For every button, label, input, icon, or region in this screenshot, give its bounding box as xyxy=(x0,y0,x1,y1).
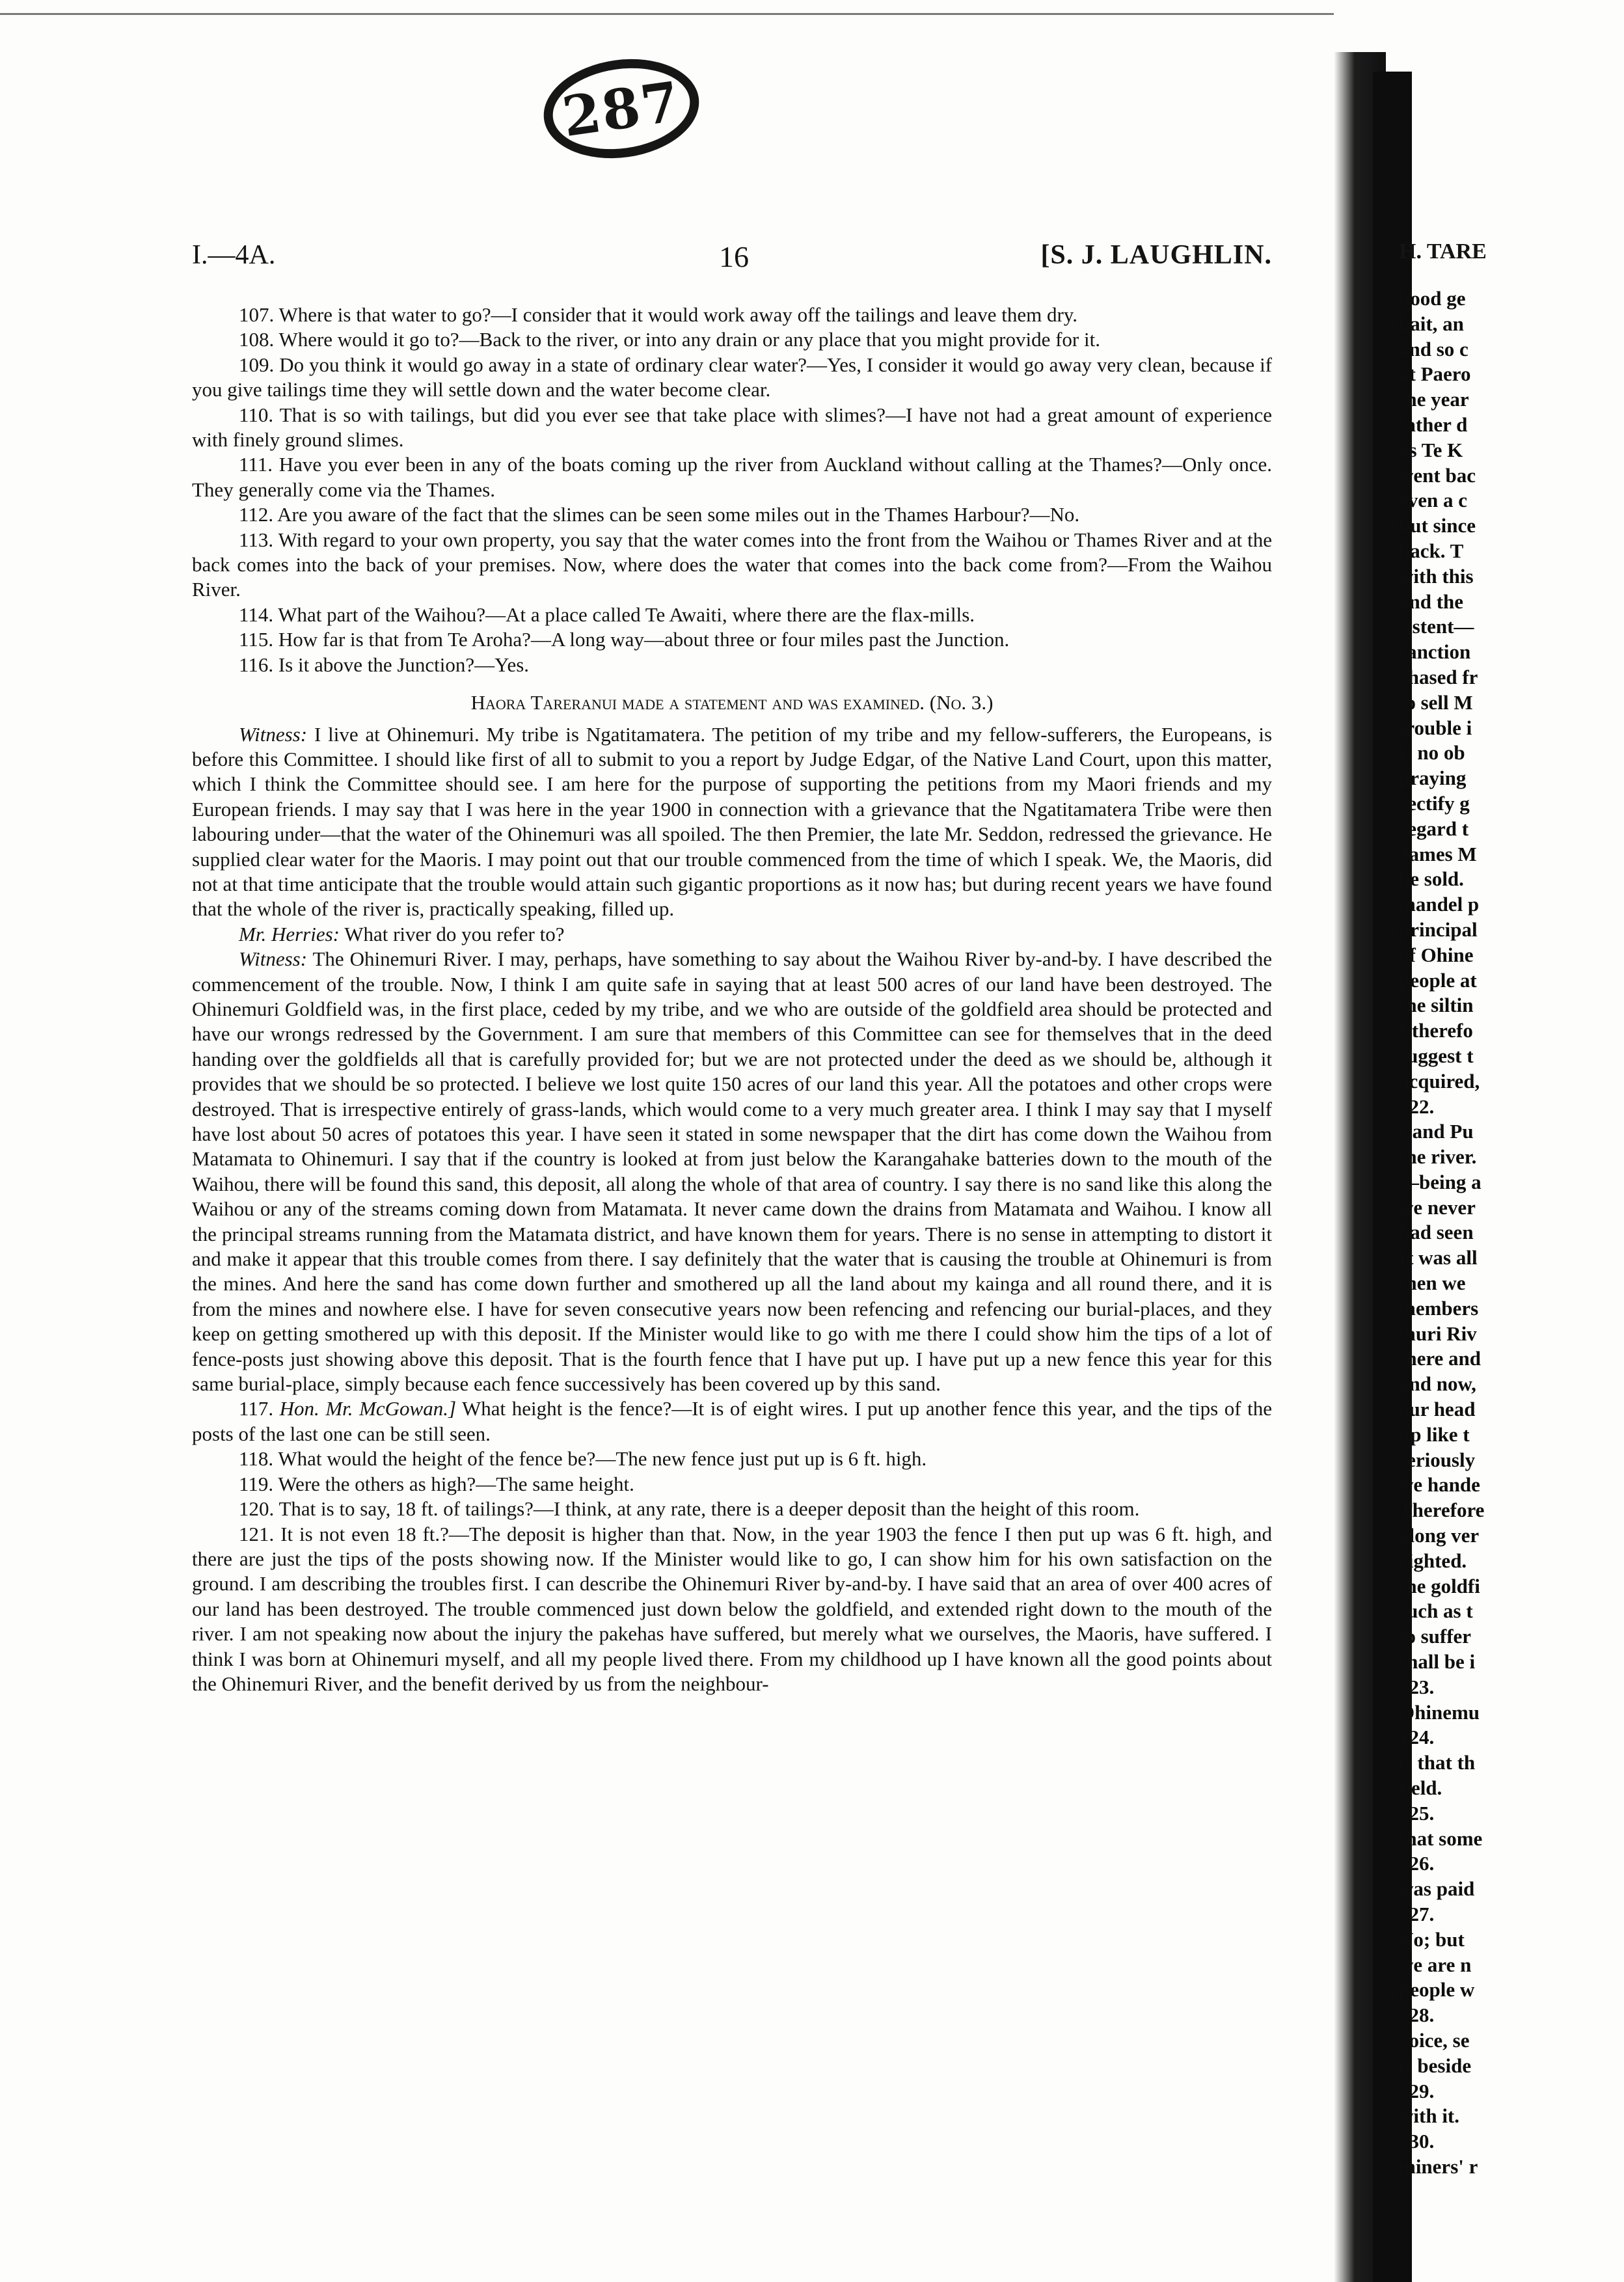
question-110: 110. That is so with tailings, but did you ever see that take place with slimes?—I have not had a great amount of experience with finely ground slimes. xyxy=(192,403,1272,452)
question-119 xyxy=(192,1472,1272,1497)
question-118 xyxy=(192,1447,1272,1471)
question-text: Were the others as high?—The same height. xyxy=(278,1472,634,1495)
facing-page-line: 127. xyxy=(1399,1903,1435,1925)
facing-page-line: with this xyxy=(1399,564,1474,588)
facing-page-line: such as t xyxy=(1399,1599,1473,1623)
facing-page-line: back. T xyxy=(1399,539,1464,562)
facing-page-line: and now, xyxy=(1399,1372,1476,1396)
question-112: 112. Are you aware of the fact that the slimes can be seen some miles out in the Thames Harbour?—No. xyxy=(239,503,1080,526)
facing-page-line: but since xyxy=(1399,514,1476,537)
testimony-paragraph xyxy=(192,922,1272,947)
speaker-label: Witness: xyxy=(239,947,308,971)
facing-page-line: regard t xyxy=(1399,817,1469,840)
facing-page-line: 126. xyxy=(1399,1852,1435,1875)
facing-page-line: be sold. xyxy=(1399,867,1464,891)
facing-page-line: 129. xyxy=(1399,2079,1435,2102)
facing-page-line: —being a xyxy=(1399,1170,1482,1193)
facing-page-line: It was all xyxy=(1399,1246,1478,1270)
facing-page-line: voice, se xyxy=(1399,2028,1470,2052)
facing-page-line: Ohinemu xyxy=(1399,1700,1480,1724)
header-page-number: 16 xyxy=(719,240,749,273)
facing-page-line: had seen xyxy=(1399,1221,1474,1244)
facing-page-line: mandel p xyxy=(1399,893,1480,916)
facing-page-line: to suffer xyxy=(1399,1625,1472,1648)
question-107: 107. Where is that water to go?—I consider that it would work away off the tailings and leave them dry. xyxy=(239,303,1078,326)
question-113: 113. With regard to your own property, you say that the water comes into the front from the Waihou or Thames River and at the back comes into the back of your premises. Now, where does the water that comes into the back come from?—From the Waihou River. xyxy=(192,528,1272,601)
facing-page-line: bait, an xyxy=(1399,312,1464,335)
facing-page-line: the river. xyxy=(1399,1145,1477,1169)
facing-page-fragment xyxy=(1399,286,1624,2180)
testimony-text: The Ohinemuri River. I may, perhaps, have something to say about the Waihou River by-and-by. I have described the commencement of the trouble. Now, I think I am quite safe in saying that at least 500 acres of our land have been destroyed. The Ohinemuri Goldfield was, in the first place, ceded by my tribe, and we who are outside of the goldfield area should be protected and have our wrongs redressed by the Government. I am sure that members of this Committee can see for themselves that in the deed handing over the goldfields all that is carefully provided for; but we are not protected under the deed as we should be, although it provides that we should be so protected. I believe we lost quite 150 acres of our land this year. All the potatoes and other crops were destroyed. That is irrespective entirely of grass-lands, which would come to a very much greater area. I think I may say that I myself have lost about 50 acres of potatoes this year. I have seen it stated in some newspaper that the dirt has come down the Waihou from Matamata to Ohinemuri. I say that if the country is looked at from just below the Karangahake batteries down to the mouth of the Waihou, there will be found this sand, this deposit, all along the whole of that area of country. I say there is no sand like this along the Waihou or any of the streams coming down from Matamata. It never came down the drains from Matamata and Waihou. I know all the principal streams running from the Matamata district, and have known them for years. There is no sense in attempting to distort it and make it appear that this trouble comes from there. I say definitely that the water that is causing the trouble at Ohinemuri is from the mines. And here the sand has come down further and smothered up all the land about my kainga and all round there, and it is from the mines and nowhere else. I have for seven consecutive years now been refencing and refencing our burial-places, and they keep on getting smothered up with this deposit. If the Minister would like to go with me there I could show him the tips of a lot of fence-posts just showing above this deposit. That is the fourth fence that I have put up. I have put up a new fence this year for this same burial-place, simply because each fence successively has been covered up by this sand. xyxy=(192,947,1272,1396)
question-number: 119. xyxy=(239,1472,274,1495)
question-text: That is to say, 18 ft. of tailings?—I think, at any rate, there is a deeper deposit than the height of this room. xyxy=(278,1497,1140,1521)
facing-page-line: sanction xyxy=(1399,640,1471,664)
question-number: 118. xyxy=(239,1447,274,1471)
facing-page-line: even a c xyxy=(1399,489,1468,512)
facing-page-line: went bac xyxy=(1399,463,1476,487)
testimony-text: What river do you refer to? xyxy=(344,922,565,945)
question-108: 108. Where would it go to?—Back to the river, or into any drain or any place that you might provide for it. xyxy=(239,328,1100,351)
facing-page-line: of Ohine xyxy=(1399,943,1474,966)
facing-page-line: principal xyxy=(1399,917,1478,941)
facing-page-line: people w xyxy=(1399,1978,1475,2002)
facing-page-line: Therefore xyxy=(1399,1499,1485,1522)
question-109: 109. Do you think it would go away in a state of ordinary clear water?—Yes, I consider it would go away very clean, because if you give tailings time they will settle down and the water become clear. xyxy=(192,353,1272,401)
main-text-column xyxy=(192,303,1272,1696)
facing-page-line: at Paero xyxy=(1399,362,1471,386)
facing-page-line: and the xyxy=(1399,590,1464,613)
question-111: 111. Have you ever been in any of the boats coming up the river from Auckland without calling at the Thames?—Only once. They generally come via the Thames. xyxy=(192,453,1272,501)
header-witness-name: [S. J. LAUGHLIN. xyxy=(1040,240,1272,270)
question-116: 116. Is it above the Junction?—Yes. xyxy=(239,653,530,676)
speaker-label: Mr. Herries: xyxy=(239,922,340,945)
question-121 xyxy=(192,1522,1272,1697)
facing-page-line: 122. xyxy=(1399,1094,1435,1118)
facing-page-line: 124. xyxy=(1399,1726,1435,1749)
facing-page-line: is beside xyxy=(1399,2054,1472,2077)
facing-page-line: as Te K xyxy=(1399,438,1463,461)
page-stamp: 287 xyxy=(537,49,706,168)
question-text: It is not even 18 ft.?—The deposit is higher than that. Now, in the year 1903 the fence I then put up was 6 ft. high, and there are just the tips of the posts showing now. If the Minister would like to go, I can show him for his own satisfaction on the ground. I am describing the troubles first. I can describe the Ohinemuri River by-and-by. I have said that an area of over 400 acres of our land has been destroyed. The trouble commenced just down below the goldfield, and extended right down to the mouth of the river. I am not speaking now about the injury the pakehas have suffered, but merely what we ourselves, the Maoris, have suffered. I think I was born at Ohinemuri myself, and all my people lived there. From my childhood up I have known all the good points about the Ohinemuri River, and the benefit derived by us from the neighbour- xyxy=(192,1522,1272,1695)
facing-page-line: then we xyxy=(1399,1271,1466,1295)
facing-page-line: is no ob xyxy=(1399,741,1465,765)
facing-page-line: people at xyxy=(1399,968,1477,992)
question-number: 121. xyxy=(239,1522,275,1545)
question-115: 115. How far is that from Te Aroha?—A long way—about three or four miles past the Junction. xyxy=(239,628,1010,651)
facing-page-line: father d xyxy=(1399,413,1468,436)
facing-page-line: the siltin xyxy=(1399,994,1474,1017)
facing-page-line: I therefo xyxy=(1399,1019,1473,1042)
facing-page-line: acquired, xyxy=(1399,1069,1480,1093)
speaker-label: Hon. Mr. McGowan.] xyxy=(279,1397,457,1420)
facing-page-line: trouble i xyxy=(1399,716,1472,739)
facing-page-line: we hande xyxy=(1399,1473,1480,1497)
facing-page-line: praying xyxy=(1399,767,1467,790)
facing-page-line: the goldfi xyxy=(1399,1574,1480,1597)
facing-page-line: there and xyxy=(1399,1347,1482,1370)
facing-page-line: chased fr xyxy=(1399,665,1478,688)
question-number: 120. xyxy=(239,1497,275,1521)
facing-page-line: is that th xyxy=(1399,1751,1476,1774)
facing-page-line: with it. xyxy=(1399,2104,1459,2128)
facing-page-line: members xyxy=(1399,1296,1479,1320)
question-number: 117. xyxy=(239,1397,274,1420)
facing-page-line: that some xyxy=(1399,1827,1483,1850)
facing-page-line: shall be i xyxy=(1399,1650,1476,1674)
facing-page-line: up like t xyxy=(1399,1422,1470,1446)
facing-page-line: 125. xyxy=(1399,1801,1435,1825)
question-text: What height is the fence?—It is of eight wires. I put up another fence this year, and the tips of the posts of the last one can be still seen. xyxy=(192,1397,1272,1445)
facing-page-line: the year xyxy=(1399,388,1469,411)
question-117 xyxy=(192,1396,1272,1447)
facing-page-line: James M xyxy=(1399,842,1477,865)
question-114: 114. What part of the Waihou?—At a place called Te Awaiti, where there are the flax-mills. xyxy=(239,603,975,626)
facing-page-line: seriously xyxy=(1399,1448,1476,1471)
facing-page-line: 123. xyxy=(1399,1675,1435,1698)
facing-page-line: righted. xyxy=(1399,1549,1467,1572)
facing-page-line: along ver xyxy=(1399,1524,1480,1547)
question-120 xyxy=(192,1497,1272,1521)
facing-page-line: our head xyxy=(1399,1398,1476,1421)
facing-page-line: 130. xyxy=(1399,2130,1435,2153)
facing-page-line: we never xyxy=(1399,1195,1476,1219)
facing-page-line: rectify g xyxy=(1399,791,1470,815)
witness-heading: Haora Tareranui made a statement and was examined. (No. 3.) xyxy=(470,691,994,714)
facing-page-line: we are n xyxy=(1399,1953,1472,1976)
page-header xyxy=(192,239,1272,278)
facing-page-line: hood ge xyxy=(1399,287,1466,310)
facing-page-line: Land Pu xyxy=(1399,1120,1474,1143)
testimony-paragraph xyxy=(192,947,1272,1396)
testimony-paragraph xyxy=(192,722,1272,922)
facing-page-line: sistent— xyxy=(1399,615,1474,638)
facing-page-line: to sell M xyxy=(1399,690,1473,714)
facing-page-line: was paid xyxy=(1399,1877,1475,1901)
facing-page-line: miners' r xyxy=(1399,2154,1478,2178)
facing-page-line: 128. xyxy=(1399,2004,1435,2027)
facing-page-line: and so c xyxy=(1399,337,1468,360)
facing-page-line: field. xyxy=(1399,1776,1442,1800)
question-text: What would the height of the fence be?—The new fence just put up is 6 ft. high. xyxy=(278,1447,927,1471)
facing-page-header: H. TARE xyxy=(1399,239,1487,264)
facing-page-line: No; but xyxy=(1399,1927,1465,1951)
speaker-label: Witness: xyxy=(239,722,308,746)
header-document-code: I.—4A. xyxy=(192,240,276,270)
facing-page-line: suggest t xyxy=(1399,1044,1474,1067)
facing-page-line: muri Riv xyxy=(1399,1322,1477,1345)
top-rule xyxy=(0,13,1334,15)
testimony-text: I live at Ohinemuri. My tribe is Ngatitamatera. The petition of my tribe and my fellow-sufferers, the Europeans, is before this Committee. I should like first of all to submit to you a report by Judge Edgar, of the Native Land Court, upon this matter, which I think the Committee should see. I am here for the purpose of supporting the petitions from my Maori friends and my European friends. I may say that I was here in the year 1900 in connection with a grievance that the Ngatitamatera Tribe were then labouring under—that the water of the Ohinemuri was all spoiled. The then Premier, the late Mr. Seddon, redressed the grievance. He supplied clear water for the Maoris. I may point out that our trouble commenced from the time of which I speak. We, the Maoris, did not at that time anticipate that the trouble would attain such gigantic proportions as it now has; but during recent years we have found that the whole of the river is, practically speaking, filled up. xyxy=(192,722,1273,921)
